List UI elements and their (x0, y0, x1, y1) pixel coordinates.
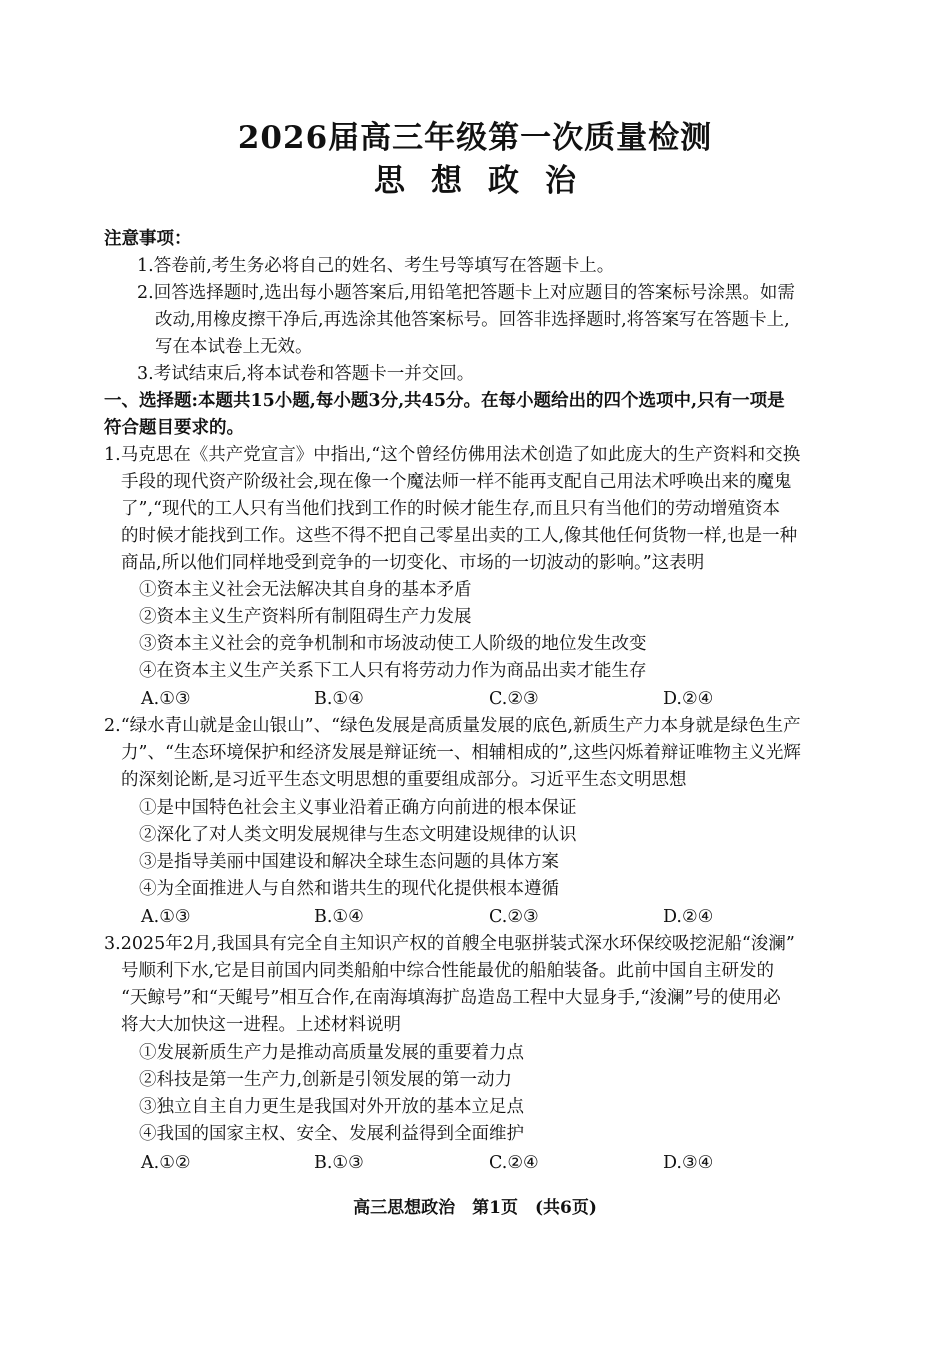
notice-item: 改动,用橡皮擦干净后,再选涂其他答案标号。回答非选择题时,将答案写在答题卡上, (155, 310, 790, 330)
question-3-item: ②科技是第一生产力,创新是引领发展的第一动力 (139, 1070, 513, 1090)
question-3-stem: 将大大加快这一进程。上述材料说明 (121, 1015, 401, 1035)
question-3-options (0, 1150, 950, 1176)
question-2-item: ④为全面推进人与自然和谐共生的现代化提供根本遵循 (139, 879, 559, 899)
question-1-item: ③资本主义社会的竞争机制和市场波动使工人阶级的地位发生改变 (139, 634, 647, 654)
notice-item: 2.回答选择题时,选出每小题答案后,用铅笔把答题卡上对应题目的答案标号涂黑。如需 (137, 283, 795, 303)
option-d[interactable]: D.③④ (663, 1153, 714, 1173)
notice-item: 1.答卷前,考生务必将自己的姓名、考生号等填写在答题卡上。 (137, 256, 615, 276)
question-1-item: ②资本主义生产资料所有制阻碍生产力发展 (139, 607, 472, 627)
option-c[interactable]: C.②③ (489, 689, 539, 709)
question-2-item: ①是中国特色社会主义事业沿着正确方向前进的根本保证 (139, 798, 577, 818)
question-3-stem: “天鲸号”和“天鲲号”相互合作,在南海填海扩岛造岛工程中大显身手,“浚澜”号的使用必 (121, 988, 781, 1008)
option-b[interactable]: B.①④ (314, 907, 364, 927)
notice-heading: 注意事项： (104, 229, 192, 249)
question-1-stem: 商品,所以他们同样地受到竞争的一切变化、市场的一切波动的影响。”这表明 (121, 553, 705, 573)
question-2-stem: 力”、“生态环境保护和经济发展是辩证统一、相辅相成的”,这些闪烁着辩证唯物主义光辉 (121, 743, 801, 763)
notice-item: 3.考试结束后,将本试卷和答题卡一并交回。 (137, 364, 475, 384)
option-d[interactable]: D.②④ (663, 689, 714, 709)
question-3-stem: 号顺利下水,它是目前国内同类船舶中综合性能最优的船舶装备。此前中国自主研发的 (121, 961, 775, 981)
question-1-stem: 了”,“现代的工人只有当他们找到工作的时候才能生存,而且只有当他们的劳动增殖资本 (121, 499, 781, 519)
option-a[interactable]: A.①③ (141, 907, 191, 927)
question-1-options (0, 686, 950, 712)
section-heading-cont: 符合题目要求的。 (104, 418, 244, 438)
question-1-stem: 的时候才能找到工作。这些不得不把自己零星出卖的工人,像其他任何货物一样,也是一种 (121, 526, 798, 546)
question-3-stem: 3.2025年2月,我国具有完全自主知识产权的首艘全电驱拼装式深水环保绞吸挖泥船“浚澜” (104, 934, 795, 954)
page-footer: 高三思想政治 第1页 (共6页) (353, 1198, 597, 1218)
option-b[interactable]: B.①④ (314, 689, 364, 709)
exam-title: 2026届高三年级第一次质量检测 (237, 120, 713, 156)
notice-item: 写在本试卷上无效。 (155, 337, 313, 357)
question-3-item: ④我国的国家主权、安全、发展利益得到全面维护 (139, 1124, 524, 1144)
subject-title: 思想政治 (374, 163, 602, 199)
question-3-item: ①发展新质生产力是推动高质量发展的重要着力点 (139, 1043, 524, 1063)
option-a[interactable]: A.①③ (141, 689, 191, 709)
question-1-stem: 1.马克思在《共产党宣言》中指出,“这个曾经仿佛用法术创造了如此庞大的生产资料和交换 (104, 445, 801, 465)
option-c[interactable]: C.②③ (489, 907, 539, 927)
question-1-item: ④在资本主义生产关系下工人只有将劳动力作为商品出卖才能生存 (139, 661, 647, 681)
option-c[interactable]: C.②④ (489, 1153, 539, 1173)
option-a[interactable]: A.①② (141, 1153, 191, 1173)
option-d[interactable]: D.②④ (663, 907, 714, 927)
section-heading: 一、选择题:本题共15小题,每小题3分,共45分。在每小题给出的四个选项中,只有一项是 (104, 391, 785, 411)
question-1-stem: 手段的现代资产阶级社会,现在像一个魔法师一样不能再支配自己用法术呼唤出来的魔鬼 (121, 472, 792, 492)
question-2-options (0, 904, 950, 930)
question-2-stem: 的深刻论断,是习近平生态文明思想的重要组成部分。习近平生态文明思想 (121, 770, 687, 790)
question-2-stem: 2.“绿水青山就是金山银山”、“绿色发展是高质量发展的底色,新质生产力本身就是绿色生产 (104, 716, 801, 736)
option-b[interactable]: B.①③ (314, 1153, 364, 1173)
question-2-item: ②深化了对人类文明发展规律与生态文明建设规律的认识 (139, 825, 577, 845)
question-2-item: ③是指导美丽中国建设和解决全球生态问题的具体方案 (139, 852, 559, 872)
question-3-item: ③独立自主自力更生是我国对外开放的基本立足点 (139, 1097, 524, 1117)
question-1-item: ①资本主义社会无法解决其自身的基本矛盾 (139, 580, 472, 600)
